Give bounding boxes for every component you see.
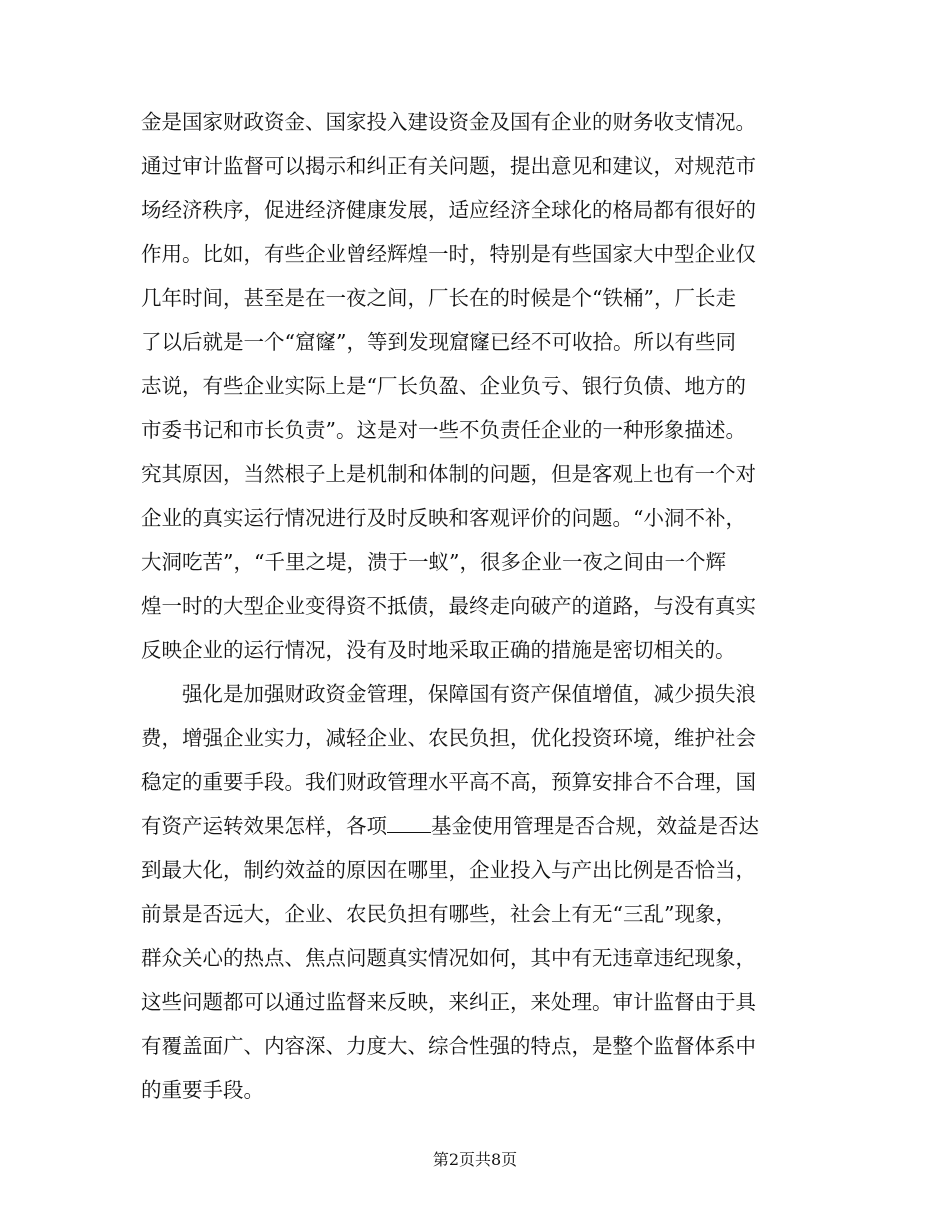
text-line: 前景是否远大，企业、农民负担有哪些，社会上有无“三乱”现象， [141, 902, 736, 926]
text-line: 志说，有些企业实际上是“厂长负盈、企业负亏、银行负债、地方的 [141, 374, 746, 398]
text-line: 市委书记和市长负责”。这是对一些不负责任企业的一种形象描述。 [141, 418, 746, 442]
text-line: 场经济秩序，促进经济健康发展，适应经济全球化的格局都有很好的 [141, 198, 756, 222]
text-line: 煌一时的大型企业变得资不抵债，最终走向破产的道路，与没有真实 [141, 594, 756, 618]
text-line: 作用。比如，有些企业曾经辉煌一时，特别是有些国家大中型企业仅 [141, 242, 756, 266]
text-line: 金是国家财政资金、国家投入建设资金及国有企业的财务收支情况。 [141, 110, 756, 134]
text-segment: 有资产运转效果怎样，各项 [141, 814, 387, 838]
body-text [141, 100, 811, 1112]
text-line: 反映企业的运行情况，没有及时地采取正确的措施是密切相关的。 [141, 638, 736, 662]
text-line: 通过审计监督可以揭示和纠正有关问题，提出意见和建议，对规范市 [141, 154, 756, 178]
text-line: 有覆盖面广、内容深、力度大、综合性强的特点，是整个监督体系中 [141, 1034, 756, 1058]
text-line: 到最大化，制约效益的原因在哪里，企业投入与产出比例是否恰当， [141, 858, 756, 882]
text-line: 的重要手段。 [141, 1078, 264, 1102]
text-line-with-blank [141, 804, 811, 848]
underline-blank [387, 810, 431, 833]
text-line: 究其原因，当然根子上是机制和体制的问题，但是客观上也有一个对 [141, 462, 756, 486]
paragraph-start-line: 强化是加强财政资金管理，保障国有资产保值增值，减少损失浪 [141, 682, 756, 706]
text-line: 这些问题都可以通过监督来反映，来纠正，来处理。审计监督由于具 [141, 990, 756, 1014]
text-segment: 基金使用管理是否合规，效益是否达 [431, 814, 759, 838]
text-line: 费，增强企业实力，减轻企业、农民负担，优化投资环境，维护社会 [141, 726, 756, 750]
text-line: 群众关心的热点、焦点问题真实情况如何，其中有无违章违纪现象， [141, 946, 756, 970]
text-line: 大洞吃苦”，“千里之堤，溃于一蚁”，很多企业一夜之间由一个辉 [141, 550, 726, 574]
page-number-footer: 第2页共8页 [432, 1150, 518, 1169]
text-line: 稳定的重要手段。我们财政管理水平高不高，预算安排合不合理，国 [141, 770, 756, 794]
text-line: 了以后就是一个“窟窿”，等到发现窟窿已经不可收拾。所以有些同 [141, 330, 736, 354]
text-line: 几年时间，甚至是在一夜之间，厂长在的时候是个“铁桶”，厂长走 [141, 286, 736, 310]
text-line: 企业的真实运行情况进行及时反映和客观评价的问题。“小洞不补， [141, 506, 746, 530]
